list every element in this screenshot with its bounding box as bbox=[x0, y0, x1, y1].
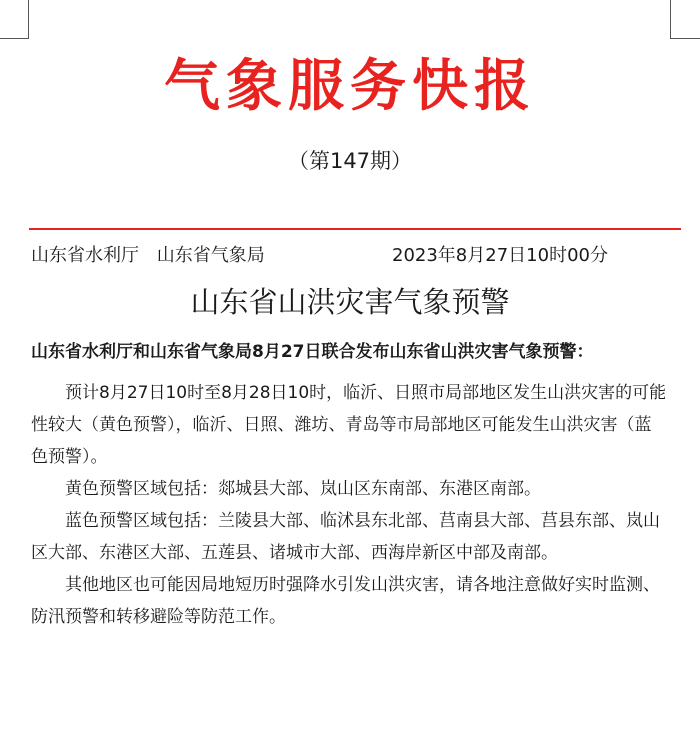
document-body bbox=[31, 377, 667, 633]
red-divider bbox=[29, 228, 681, 230]
issuer-line bbox=[31, 242, 265, 270]
blue-warning-paragraph: 蓝色预警区域包括：兰陵县大部、临沭县东北部、莒南县大部、莒县东部、岚山区大部、东港区大部、五莲县、诸城市大部、西海岸新区中部及南部。 bbox=[31, 511, 660, 563]
document-headline: 山东省山洪灾害气象预警 bbox=[190, 285, 510, 319]
issue-number: （第147期） bbox=[287, 149, 413, 173]
issue-time: 2023年8月27日10时00分 bbox=[392, 245, 608, 266]
forecast-paragraph: 预计8月27日10时至8月28日10时，临沂、日照市局部地区发生山洪灾害的可能性较大（黄色预警），临沂、日照、潍坊、青岛等市局部地区可能发生山洪灾害（蓝色预警）。 bbox=[31, 383, 667, 467]
lead-sentence: 山东省水利厅和山东省气象局8月27日联合发布山东省山洪灾害气象预警： bbox=[31, 342, 594, 362]
issuer-water-resources: 山东省水利厅 bbox=[31, 245, 139, 266]
yellow-warning-paragraph: 黄色预警区域包括：郯城县大部、岚山区东南部、东港区南部。 bbox=[65, 479, 541, 499]
crop-mark-top-right bbox=[670, 0, 700, 39]
masthead-title: 气象服务快报 bbox=[164, 54, 536, 119]
crop-mark-top-left bbox=[0, 0, 29, 39]
advisory-paragraph: 其他地区也可能因局地短历时强降水引发山洪灾害，请各地注意做好实时监测、防汛预警和转移避险等防范工作。 bbox=[31, 575, 660, 627]
issuer-meteorology: 山东省气象局 bbox=[156, 245, 265, 266]
